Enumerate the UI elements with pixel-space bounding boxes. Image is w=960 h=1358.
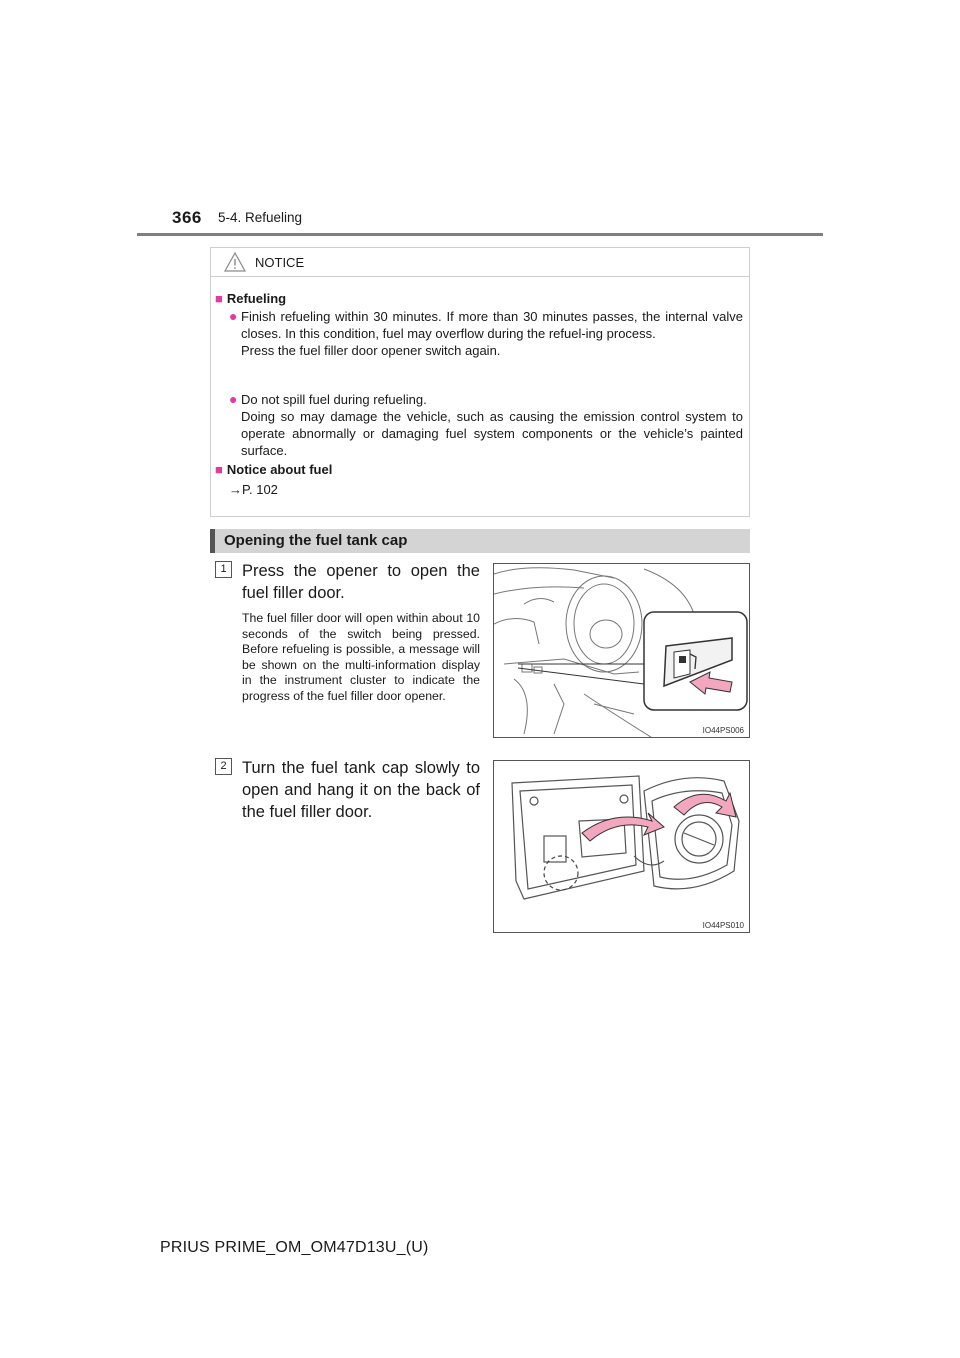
- circle-bullet-icon: ●: [229, 308, 238, 324]
- dashboard-illustration: [494, 564, 750, 738]
- circle-bullet-icon: ●: [229, 391, 238, 407]
- section-title: 5-4. Refueling: [218, 210, 303, 225]
- step-number: 1: [215, 561, 232, 578]
- step-instruction: Turn the fuel tank cap slowly to open and hang it on the back of the fuel filler door.: [242, 759, 480, 821]
- notice-bullet-text: Doing so may damage the vehicle, such as causing the emission control system to operate abnormally or damaging fuel system components or the vehicle’s painted surface.: [241, 409, 743, 458]
- warning-icon: [223, 251, 247, 278]
- step-note: The fuel filler door will open within about 10 seconds of the switch being pressed. Before refueling is possible, a message will be shown on the multi-information display in the instrument cluster to indicate the progress of the fuel filler door opener.: [242, 611, 480, 703]
- figure-fuel-tank-cap: [493, 760, 750, 933]
- square-bullet-icon: ■: [215, 291, 223, 306]
- notice-bullet: [229, 391, 743, 459]
- notice-bullet: [229, 308, 743, 359]
- notice-heading-text: Notice about fuel: [226, 462, 333, 477]
- figure-code: IO44PS010: [702, 921, 744, 930]
- page-reference-link[interactable]: →P. 102: [229, 482, 278, 497]
- fuel-cap-illustration: [494, 761, 750, 933]
- header-rule: [137, 233, 823, 236]
- notice-heading-refueling: [215, 290, 286, 307]
- notice-heading-fuel: [215, 461, 332, 478]
- notice-heading-text: Refueling: [226, 291, 287, 306]
- figure-fuel-door-opener-switch: [493, 563, 750, 738]
- notice-bullet-text: Do not spill fuel during refueling.: [241, 392, 427, 407]
- footer-manual-code: PRIUS PRIME_OM_OM47D13U_(U): [160, 1239, 429, 1256]
- notice-bullet-text: Finish refueling within 30 minutes. If more than 30 minutes passes, the internal valve closes. In this condition, fuel may overflow during the refuel-ing process.: [241, 309, 743, 341]
- section-heading-bar: [210, 529, 750, 553]
- step-instruction: Press the opener to open the fuel filler door.: [242, 562, 480, 602]
- figure-code: IO44PS006: [702, 726, 744, 735]
- notice-label: NOTICE: [255, 255, 305, 270]
- notice-box: [210, 247, 750, 517]
- step-number: 2: [215, 758, 232, 775]
- notice-header: [211, 248, 749, 277]
- notice-bullet-text: Press the fuel filler door opener switch again.: [241, 343, 501, 358]
- square-bullet-icon: ■: [215, 462, 223, 477]
- section-heading: Opening the fuel tank cap: [224, 532, 408, 549]
- page-number: 366: [172, 208, 202, 227]
